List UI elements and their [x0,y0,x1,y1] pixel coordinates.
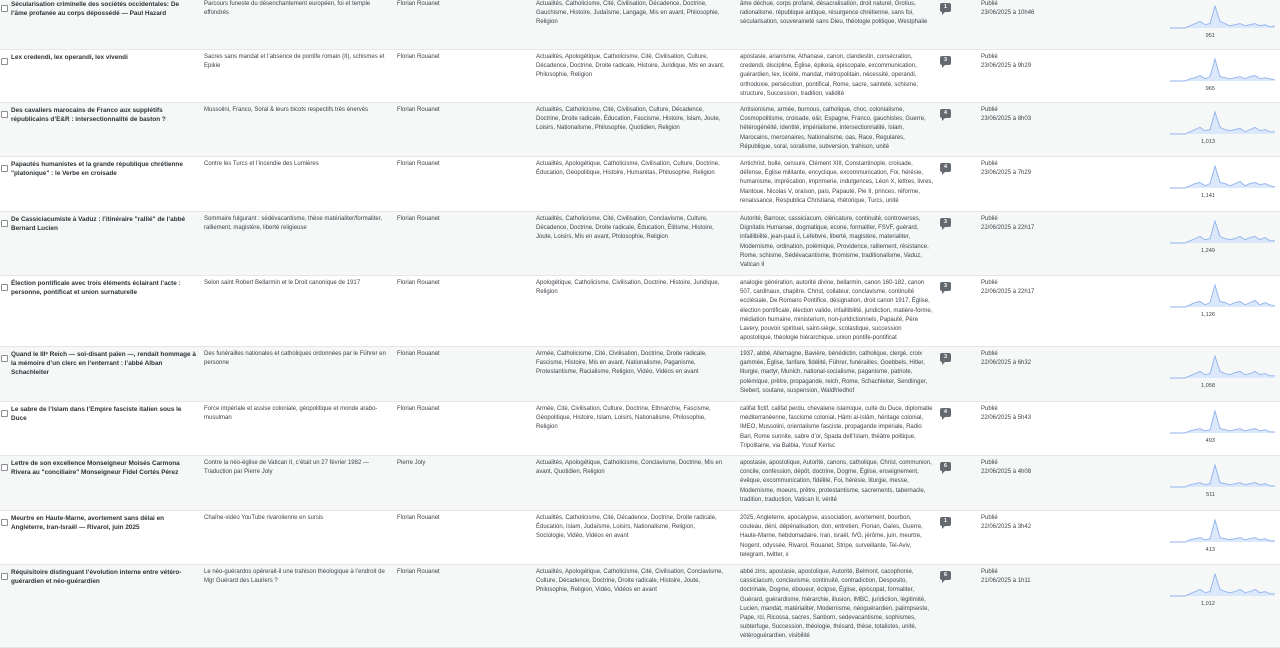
post-author-link[interactable]: Florian Rouanet [397,515,440,521]
post-status: Publié [981,569,998,575]
table-row [0,103,1280,157]
post-author-link[interactable]: Pierre Joly [397,460,426,466]
post-date: 22/06/2025 à 22h17 [981,289,1035,296]
post-status-date [981,405,1091,423]
post-tags[interactable]: apostasie, arianisme, Athanase, canon, clandestin, consécration, credendi, discipline, Église, épikeia, épiscopale, excommunication, guérardien, lex, licéité, mandat, métropolitain, nécessité, operandi, orthodoxie, persécution, pontifical, Rome, sacre, sainteté, schisme, structure, Succession, tradition, validité [740,54,919,97]
post-date: 21/06/2025 à 1h11 [981,578,1031,585]
row-checkbox[interactable] [1,464,8,471]
post-excerpt: Contre les Turcs et l’incendie des Lumières [204,161,319,167]
post-categories[interactable]: Actualités, Catholicisme, Cité, Civilisation, Culture, Décadence, Doctrine, Droite radicale, Éducation, Fascisme, Histoire, Islam, Joute, Loisirs, Nationalisme, Philosophie, Quotidien, Religion [536,107,721,132]
post-tags[interactable]: 1937, abbé, Allemagne, Bavière, bénédictin, catholique, clergé, croix gammée, Église, fanfare, fidélité, Führer, funérailles, Goebbels, Hitler, liturgie, martyr, Munich, national-socialisme, paganisme, patriote, polémique, prêtre, propagande, reich, Rome, Schachleiter, Sendlinger, Siebert, soutane, suspension, Waldfriedhof [740,351,928,394]
views-sparkline [1170,163,1275,189]
post-date: 22/06/2025 à 4h08 [981,469,1032,476]
post-date: 22/06/2025 à 22h17 [981,225,1035,232]
post-status: Publié [981,515,998,521]
sparkline-area [1170,6,1275,28]
post-tags[interactable]: califat fictif, califat perdu, chevalerie islamique, culte du Duce, diplomatie méditerranéenne, fascisme colonial, Hâmi al-Islâm, héritage colonial, IMEO, Mussolini, orientalisme fasciste, propagande impériale, Radio Bari, Rome sunnite, sabre d’or, Spada dell’Islam, théâtre politique, Tripolitaine, via Balbia, Yusuf Kerisc [740,406,933,449]
row-checkbox[interactable] [1,284,8,291]
post-status: Publié [981,351,998,357]
post-excerpt: Chaîne-vidéo YouTube rivarolienne en sursis [204,515,324,521]
post-categories[interactable]: Actualités, Apologétique, Catholicisme, Civilisation, Culture, Doctrine, Éducation, Géopolitique, Histoire, Humanitas, Philosophie, Religion [536,161,720,177]
post-status: Publié [981,406,998,412]
post-status: Publié [981,460,998,466]
post-excerpt: Des funérailles nationales et catholiques ordonnées par le Führer en personne [204,351,386,367]
post-status: Publié [981,54,998,60]
post-title-link[interactable]: Réquisitoire distinguant l’évolution interne entre vétéro-guérardien et néo-guérardien [11,569,182,586]
comment-count-bubble[interactable]: 6 [940,571,951,580]
post-categories[interactable]: Actualités, Apologétique, Catholicisme, Cité, Civilisation, Conclavisme, Culture, Décadence, Doctrine, Droite radicale, Histoire, Joute, Philosophie, Religion, Vidéo, Vidéos en avant [536,569,724,594]
post-date: 22/06/2025 à 3h42 [981,524,1032,531]
post-status-date [981,350,1091,368]
view-count: 493 [1205,438,1215,444]
table-row [0,0,1280,50]
table-row [0,402,1280,456]
post-author-link[interactable]: Florian Rouanet [397,351,440,357]
post-status: Publié [981,280,998,286]
comment-count-bubble[interactable]: 4 [940,109,951,118]
post-status-date [981,568,1091,586]
row-checkbox[interactable] [1,519,8,526]
post-excerpt: Force impériale et assise coloniale, géopolitique et monde arabo-musulman [204,406,378,422]
post-tags[interactable]: apostasie, apostolique, Autorité, canons, catholique, Christ, communion, concile, confession, dépôt, doctrine, Dogme, Église, enseignement, évêque, excommunication, fidélité, Foi, hérésie, liturgie, messe, Modernisme, moeurs, prêtre, protestantisme, sacrements, tabernacle, tradition, traduction, Vatican II, vérité [740,460,932,503]
post-categories[interactable]: Actualités, Catholicisme, Cité, Décadence, Doctrine, Droite radicale, Éducation, Islam, Judaïsme, Loisirs, Nationalisme, Religion, Sociologie, Vidéo, Vidéos en avant [536,515,717,540]
view-count: 1,058 [1201,383,1215,389]
row-checkbox[interactable] [1,355,8,362]
post-categories[interactable]: Actualités, Apologétique, Catholicisme, Cité, Civilisation, Culture, Décadence, Doctrine, Droite radicale, Histoire, Juridique, Mis en avant, Philosophie, Religion [536,54,725,79]
view-count: 1,141 [1201,193,1215,199]
view-count: 951 [1205,33,1215,39]
views-sparkline [1170,571,1275,597]
post-excerpt: Selon saint Robert Bellarmin et le Droit canonique de 1917 [204,280,361,286]
post-status-date [981,160,1091,178]
sparkline-area [1170,59,1275,81]
post-title-link[interactable]: Lex credendi, lex operandi, lex vivendi [11,54,128,61]
post-status: Publié [981,216,998,222]
row-checkbox[interactable] [1,573,8,580]
comment-count-bubble[interactable]: 1 [940,517,951,526]
views-sparkline [1170,56,1275,82]
views-sparkline [1170,462,1275,488]
post-categories[interactable]: Actualités, Apologétique, Catholicisme, Conclavisme, Doctrine, Mis en avant, Quotidien, Religion [536,460,723,476]
table-row [0,212,1280,276]
views-sparkline [1170,353,1275,379]
views-sparkline [1170,218,1275,244]
post-status-date [981,106,1091,124]
post-tags[interactable]: Antichrist, bulle, censure, Clément XIII, Constantinople, croisade, défense, Église militante, encyclique, excommunication, Foi, hérésie, humanisme, imprécation, imprimerie, indulgences, Léon X, lettres, livres, Mantoue, Nicolas V, oraison, pais, Papauté, Pie II, princes, réforme, renaissance, Respublica Christiana, rhétorique, Turcs, unité [740,161,934,204]
comment-count-bubble[interactable]: 1 [940,3,951,12]
sparkline-area [1170,465,1275,487]
view-count: 413 [1205,547,1215,553]
post-title-link[interactable]: Des cavaliers marocains de Franco aux supplétifs républicains d’E&R : intersectionnalité de baston ? [11,107,166,124]
comment-count-bubble[interactable]: 6 [940,462,951,471]
row-checkbox[interactable] [1,220,8,227]
post-title-link[interactable]: De Cassiciacumiste à Vaduz : l’itinéraire "rallié" de l’abbé Bernard Lucien [11,216,186,233]
row-checkbox[interactable] [1,58,8,65]
post-date: 23/06/2025 à 8h03 [981,116,1032,123]
row-checkbox[interactable] [1,410,8,417]
post-status-date [981,53,1091,71]
comment-count-bubble[interactable]: 3 [940,218,951,227]
post-date: 22/06/2025 à 6h32 [981,360,1032,367]
view-count: 1,249 [1201,248,1215,254]
post-date: 23/06/2025 à 9h29 [981,63,1032,70]
post-excerpt: Le néo-guérardos opérerait-il une trahison théologique à l’endroit de Mgr Guérard des Lauriers ? [204,569,385,585]
post-categories[interactable]: Actualités, Catholicisme, Cité, Civilisation, Décadence, Doctrine, Gauchisme, Histoire, Judaïsme, Langage, Mis en avant, Philosophie, Religion [536,1,720,26]
view-count: 511 [1206,492,1215,498]
post-title-link[interactable]: Élection pontificale avec trois éléments éclairant l’acte : personne, pontificat et union surnaturelle [11,280,181,297]
post-tags[interactable]: âme déchue, corps profané, désacralisation, droit naturel, Grotius, rationalisme, république antique, résurgence chrétienne, sans foi, sécularisation, souveraineté sans Dieu, théologie politique, Westphalie [740,1,928,26]
post-categories[interactable]: Apologétique, Catholicisme, Civilisation, Doctrine, Histoire, Juridique, Religion [536,280,720,296]
post-status-date [981,0,1091,18]
post-author-link[interactable]: Florian Rouanet [397,1,440,7]
views-sparkline [1170,109,1275,135]
post-excerpt: Mussolini, Franco, Soral & leurs bicots respectifs très énervés [204,107,369,113]
table-row [0,157,1280,212]
post-date: 22/06/2025 à 5h43 [981,415,1032,422]
row-checkbox[interactable] [1,5,8,12]
view-count: 965 [1205,86,1215,92]
post-title-link[interactable]: Lettre de son excellence Monseigneur Moisés Carmona Rivera au "conciliaire" Monseigneur Fidel Cortés Pérez [11,460,180,477]
post-date: 23/06/2025 à 7h29 [981,170,1032,177]
post-author-link[interactable]: Florian Rouanet [397,216,440,222]
post-status: Publié [981,107,998,113]
post-status-date [981,279,1091,297]
post-excerpt: Contre la néo-église de Vatican II, c’était un 27 février 1982 — Traduction par Pierre Joly [204,460,369,476]
post-author-link[interactable]: Florian Rouanet [397,406,440,412]
post-status: Publié [981,1,998,7]
comment-count-bubble[interactable]: 4 [940,408,951,417]
post-title-link[interactable]: Papautés humanistes et la grande république chrétienne "platonique" : le Verbe en croisade [11,161,183,178]
table-row [0,276,1280,347]
post-categories[interactable]: Armée, Catholicisme, Cité, Civilisation, Doctrine, Droite radicale, Fascisme, Histoire, Mis en avant, Nationalisme, Paganisme, Protestantisme, Racialisme, Religion, Vidéo, Vidéos en avant [536,351,707,376]
row-checkbox[interactable] [1,111,8,118]
post-categories[interactable]: Actualités, Catholicisme, Cité, Civilisation, Conclavisme, Culture, Décadence, Doctrine, Droite radicale, Éducation, Élitisme, Histoire, Joute, Loisirs, Mis en avant, Philosophie, Religion [536,216,714,241]
comment-count-bubble[interactable]: 3 [940,282,951,291]
post-status: Publié [981,161,998,167]
views-sparkline [1170,408,1275,434]
post-excerpt: Sommaire fulgurant : sédévacantisme, thèse matérialiter/formaliter, ralliement, magistère, liberté religieuse [204,216,383,232]
table-row [0,50,1280,103]
views-sparkline [1170,3,1275,29]
post-author-link[interactable]: Florian Rouanet [397,569,440,575]
post-categories[interactable]: Armée, Cité, Civilisation, Culture, Doctrine, Ethnarchie, Fascisme, Géopolitique, Histoire, Islam, Loisirs, Nationalisme, Philosophie, Religion [536,406,711,431]
comment-count-bubble[interactable]: 4 [940,163,951,172]
post-status-date [981,215,1091,233]
comment-count-bubble[interactable]: 3 [940,56,951,65]
table-row [0,565,1280,648]
post-excerpt: Parcours funeste du désenchantement européen, foi et temple effondrés [204,1,371,17]
post-title-link[interactable]: Meurtre en Haute-Marne, avortement sans délai en Angleterre, Iran-Israël — Rivarol, juin 2025 [11,515,165,532]
post-author-link[interactable]: Florian Rouanet [397,54,440,60]
post-date: 23/06/2025 à 10h46 [981,10,1035,17]
post-title-link[interactable]: Le sabre de l’Islam dans l’Empire fasciste italien sous le Duce [11,406,182,423]
row-checkbox[interactable] [1,165,8,172]
post-tags[interactable]: Autorité, Barroux, cassiciacum, cléricature, continuité, controverses, Dignitatis Humanae, dogmatique, econe, formaliter, FSVF, guérard, infaillibilité, jean-paul ii, Lefebvre, liberté, magistère, materialiter, Modernisme, ordination, polémique, Providence, ralliement, résistance, Rome, schisme, Sédévacantisme, thomisme, traditionalisme, Vaduz, Vatican II [740,216,929,269]
comment-count-bubble[interactable]: 3 [940,353,951,362]
post-author-link[interactable]: Florian Rouanet [397,161,440,167]
post-excerpt: Sacres sans mandat et l’absence de pontife romain (II), schismes et Epikie [204,54,385,70]
post-tags[interactable]: Antisionisme, armée, burnous, catholique, choc, colonialisme, Cosmopolitisme, croisade, e&r, Espagne, Franco, gauchistes, Guerre, hétérogénéité, identité, impérialisme, intersectionnalité, Islam, Marocains, mercenaires, Nationalisme, oas, Race, Regulares, République, soral, soralisme, subversion, trahison, unité [740,107,926,150]
post-tags[interactable]: 2025, Angleterre, apocalypse, association, avortement, bourbon, couteau, déni, dépénalisation, don, entretien, Florian, Gaïes, Guerre, Haute-Marne, hebdomadaire, Iran, israël, IVG, jérôme, juin, meurtre, Nogent, odyssée, Rivarol, Rouanet, Stripe, surveillante, Tel-Aviv, telegram, twitter, x [740,515,923,558]
post-title-link[interactable]: Quand le IIIᵉ Reich — soi-disant païen —, rendait hommage à la mémoire d’un clerc en l’enterrant : l’abbé Alban Schachleiter [11,351,196,377]
table-row [0,456,1280,511]
sparkline-area [1170,520,1275,542]
post-tags[interactable]: analogie génération, autorité divine, bellarmin, canon 160-182, canon 507, cardinaux, chapitre, Christ, collateur, conclavisme, continuité ecclésiale, De Romano Pontifice, désignation, droit canon 1917, Église, élection pontificale, élection valide, infaillibilité, juridiction, matière-forme, médiation humaine, ministerium, non-juridictionnels, Papauté, Père Lavery, pouvoir spirituel, saint-siège, scolastique, succession apostolique, théologie hiérarchique, union pontife-pontificat [740,280,933,342]
view-count: 1,012 [1201,601,1215,607]
post-status-date [981,514,1091,532]
post-title-link[interactable]: Sécularisation criminelle des sociétés occidentales: De l’âme profanée au corps dépossédé — Paul Hazard [11,1,180,18]
view-count: 1,013 [1201,139,1215,145]
sparkline-area [1170,411,1275,433]
view-count: 1,126 [1201,312,1215,318]
table-row [0,347,1280,402]
post-status-date [981,459,1091,477]
views-sparkline [1170,282,1275,308]
table-row [0,511,1280,565]
views-sparkline [1170,517,1275,543]
post-author-link[interactable]: Florian Rouanet [397,280,440,286]
post-tags[interactable]: abbé zins, apostasie, apostolique, Autorité, Belmont, cacophonie, cassiciacum, conclavisme, continuité, contradiction, Desposito, doctrinale, Dogme, éboueur, éclipse, Église, épiscopat, formaliter, Guérard, guérardisme, hiérarchie, illusion, IMBC, juridiction, légitimité, Lucien, mandat, matérialiter, Modernisme, néoguérardien, palimpseste, Pape, rci, Ricossa, sacres, Sanborn, sedevacantisme, sophismes, subterfuge, Succession, théologie, thésard, thèse, totalistes, unité, vétéroguérardien, visibilité [740,569,930,640]
post-author-link[interactable]: Florian Rouanet [397,107,440,113]
